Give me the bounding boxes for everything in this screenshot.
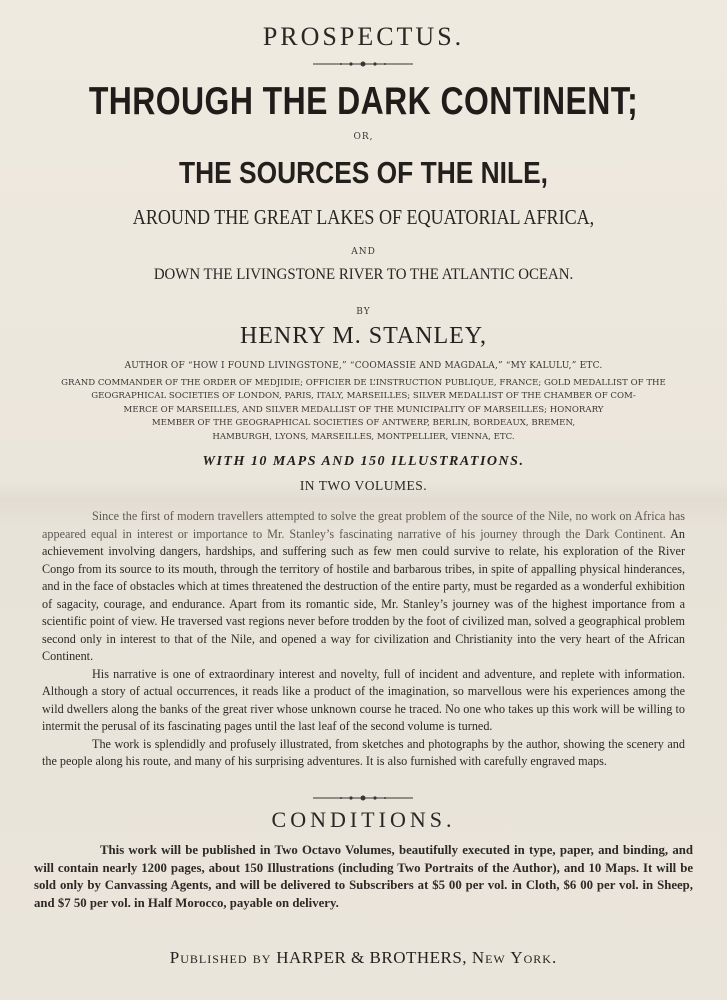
publisher-name: HARPER & BROTHERS, (276, 948, 468, 967)
published-by-label: Published by (169, 948, 272, 967)
paragraph-text: An achievement involving dangers, hardships, and suffering such as few men could survive to relate, his exploration of the River Congo from its source to its mouth, through the territory of hostile and barbarous tribes, in spite of appalling physical hinderances, and in the face of obstacles which at times threatened the destruction of the entire party, must be regarded as a wonderful exhibition of sagacity, courage, and endurance. Apart from its romantic side, Mr. Stanley’s journey was of the highest importance from a scientific point of view. He traversed vast regions never before trodden by the foot of civilized man, solved a geographical problem second only in interest to that of the Nile, and opened a way for civilization and Christianity into the very heart of the African Continent. (42, 526, 685, 663)
main-title: THROUGH THE DARK CONTINENT; (88, 80, 639, 123)
author-previous-works: AUTHOR OF “HOW I FOUND LIVINGSTONE,” “COOMASSIE AND MAGDALA,” “MY KALULU,” ETC. (124, 361, 603, 371)
subtitle-nile: THE SOURCES OF THE NILE, (179, 155, 548, 190)
description-paragraph: The work is splendidly and profusely illustrated, from sketches and photographs by the author, showing the scenery and the people along his route, and many of his surprising adventures. It is also furnished with carefully engraved maps. (42, 736, 685, 768)
and-connector: AND (351, 247, 376, 257)
honors-line: GEOGRAPHICAL SOCIETIES OF LONDON, PARIS, ITALY, MARSEILLES; SILVER MEDALLIST OF THE CHAMBER OF COM- (91, 391, 636, 402)
description-paragraph (42, 508, 685, 666)
ornamental-divider-top (313, 59, 413, 69)
faded-text: Since the first of modern travellers attempted to solve the great problem of the source of the Nile, no work on Africa has appeared equal in interest or importance to Mr. Stanley’s fascinating narrative of his journey through the Dark Continent. (42, 509, 685, 541)
honors-line: GRAND COMMANDER OF THE ORDER OF MEDJIDIE; OFFICIER DE L’INSTRUCTION PUBLIQUE, FRANCE; GOLD MEDALLIST OF THE (61, 378, 666, 388)
honors-line: HAMBURGH, LYONS, MARSEILLES, MONTPELLIER, VIENNA, ETC. (212, 431, 515, 442)
description-paragraph: His narrative is one of extraordinary interest and novelty, full of incident and adventure, and replete with information. Although a story of actual occurrences, it reads like a product of the imagination, so marvellous were his experiences among the wild dwellers along the banks of the great river whose unknown course he traced. No one who takes up this work will be willing to intermit the perusal of its fascinating pages until the last leaf of the second volume is turned. (42, 666, 685, 733)
publisher-city: New York. (471, 948, 558, 967)
subtitle-great-lakes: AROUND THE GREAT LAKES OF EQUATORIAL AFRICA, (132, 205, 595, 229)
conditions-paragraph: This work will be published in Two Octavo Volumes, beautifully executed in type, paper, and binding, and will contain nearly 1200 pages, about 150 Illustrations (including Two Portraits of the Author), and 10 Maps. It will be sold only by Canvassing Agents, and will be delivered to Subscribers at $5 00 per vol. in Cloth, $6 00 per vol. in Sheep, and $7 50 per vol. in Half Morocco, payable on delivery. (34, 843, 693, 910)
author-name: HENRY M. STANLEY, (239, 323, 488, 349)
subtitle-livingstone-river: DOWN THE LIVINGSTONE RIVER TO THE ATLANTIC OCEAN. (153, 266, 574, 283)
volumes-line: IN TWO VOLUMES. (299, 478, 428, 493)
publisher-line (0, 948, 727, 968)
honors-line: MEMBER OF THE GEOGRAPHICAL SOCIETIES OF ANTWERP, BERLIN, BORDEAUX, BREMEN, (151, 418, 576, 429)
author-honors (30, 377, 697, 444)
maps-illustrations-line: WITH 10 MAPS AND 150 ILLUSTRATIONS. (202, 454, 525, 469)
description-body (42, 508, 685, 771)
conditions-body (34, 842, 693, 912)
ornamental-divider-middle (313, 793, 413, 803)
by-connector: BY (356, 307, 371, 317)
honors-line: MERCE OF MARSEILLES, AND SILVER MEDALLIST OF THE MUNICIPALITY OF MARSEILLES; HONORARY (123, 404, 604, 415)
prospectus-heading: PROSPECTUS. (262, 22, 465, 51)
conditions-heading: CONDITIONS. (271, 807, 456, 832)
or-connector: OR, (353, 132, 374, 142)
